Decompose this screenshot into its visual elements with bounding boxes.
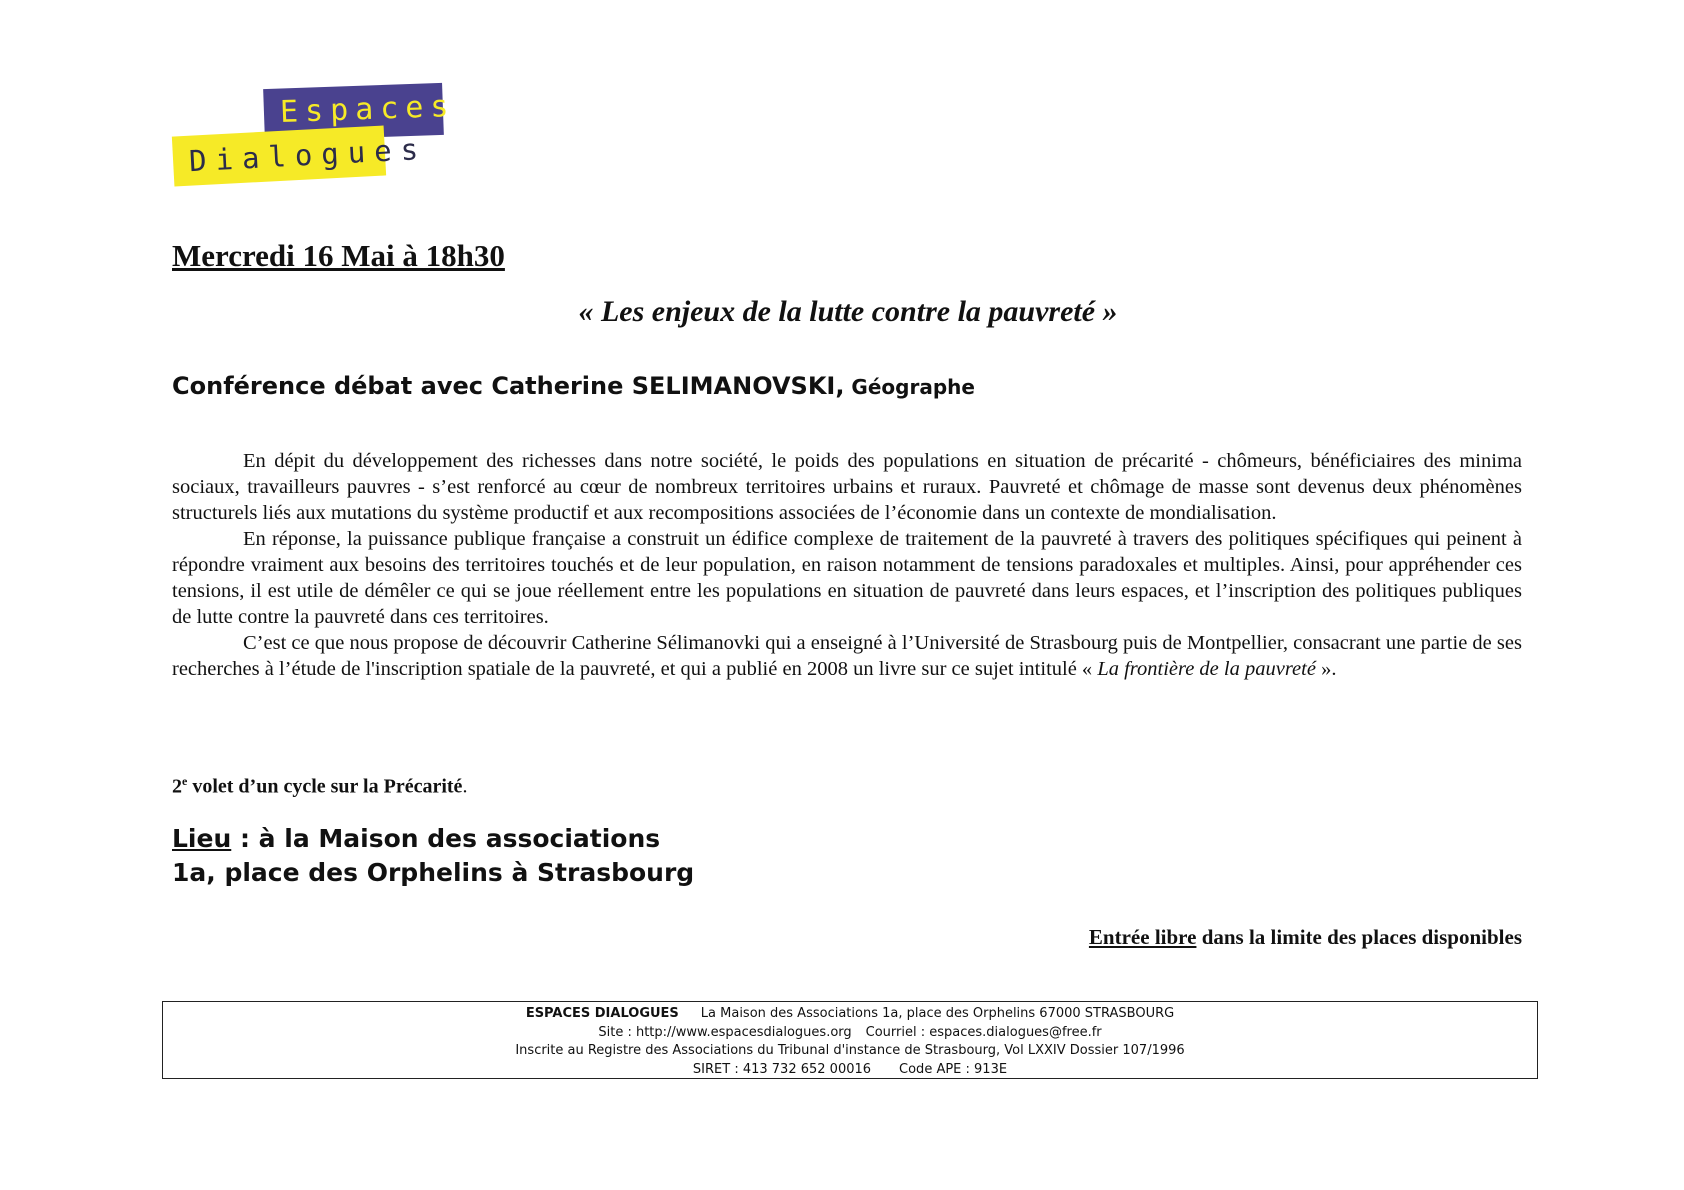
cycle-number: 2 (172, 775, 182, 798)
paragraph-3-end: ». (1315, 658, 1337, 680)
book-title: La frontière de la pauvreté (1097, 658, 1316, 680)
cycle-text: volet d’un cycle sur la Précarité (187, 775, 463, 798)
admission-text: dans la limite des places disponibles (1196, 925, 1522, 949)
conference-speaker (172, 372, 975, 400)
event-date: Mercredi 16 Mai à 18h30 (172, 238, 505, 273)
paragraph-2: En réponse, la puissance publique française a construit un édifice complexe de traitement de la pauvreté à travers des politiques spécifiques qui peinent à répondre vraiment aux besoins des territoires touchés et de leur population, en raison notamment de tensions paradoxales et multiples. Ainsi, pour appréhender ces tensions, il est utile de démêler ce qui se joue réellement entre les populations en situation de pauvreté dans leurs espaces, et l’inscription des politiques publiques de lutte contre la pauvreté dans ces territoires. (172, 528, 1522, 628)
footer-email[interactable]: Courriel : espaces.dialogues@free.fr (865, 1024, 1102, 1040)
footer-siret: SIRET : 413 732 652 00016 (692, 1061, 872, 1077)
venue (172, 822, 694, 890)
cycle-dot: . (462, 775, 468, 798)
footer-box (162, 1001, 1538, 1079)
conference-label: Conférence débat avec Catherine SELIMANOVSKI, (172, 372, 845, 400)
admission-label: Entrée libre (1088, 925, 1197, 949)
footer-line-2 (163, 1024, 1537, 1043)
body-text (172, 448, 1522, 682)
venue-address: 1a, place des Orphelins à Strasbourg (172, 858, 695, 887)
logo-word-dialogues: Dialogues (188, 131, 428, 179)
cycle-superscript: e (182, 774, 188, 788)
event-title: « Les enjeux de la lutte contre la pauvreté » (578, 295, 1118, 328)
venue-label: Lieu (172, 824, 232, 853)
footer-registre: Inscrite au Registre des Associations du Tribunal d'instance de Strasbourg, Vol LXXIV Dossier 107/1996 (515, 1043, 1185, 1058)
footer-line-1 (163, 1005, 1537, 1024)
footer-ape: Code APE : 913E (899, 1061, 1008, 1077)
logo-word-espaces: Espaces (279, 88, 456, 131)
footer-site[interactable]: Site : http://www.espacesdialogues.org (598, 1024, 852, 1040)
espaces-dialogues-logo (173, 86, 456, 186)
venue-line-1 (172, 822, 694, 856)
paragraph-3-text: C’est ce que nous propose de découvrir Catherine Sélimanovki qui a enseigné à l’Université de Strasbourg puis de Montpellier, consacrant une partie de ses recherches à l’étude de l'inscription spatiale de la pauvreté, et qui a publié en 2008 un livre sur ce sujet intitulé « (172, 632, 1522, 680)
admission-note (1089, 925, 1522, 950)
paragraph-1: En dépit du développement des richesses dans notre société, le poids des populations en situation de précarité - chômeurs, bénéficiaires des minima sociaux, travailleurs pauvres - s’est renforcé au cœur de nombreux territoires urbains et ruraux. Pauvreté et chômage de masse sont devenus deux phénomènes structurels liés aux mutations du système productif et aux recompositions associées de l’économie dans un contexte de mondialisation. (172, 450, 1522, 524)
footer-address: La Maison des Associations 1a, place des Orphelins 67000 STRASBOURG (700, 1006, 1175, 1021)
footer-line-4 (163, 1061, 1537, 1080)
venue-name: : à la Maison des associations (231, 824, 661, 853)
speaker-role: Géographe (844, 375, 975, 399)
paragraph-3 (172, 630, 1522, 682)
cycle-note (172, 774, 467, 799)
footer-org: ESPACES DIALOGUES (525, 1006, 679, 1021)
